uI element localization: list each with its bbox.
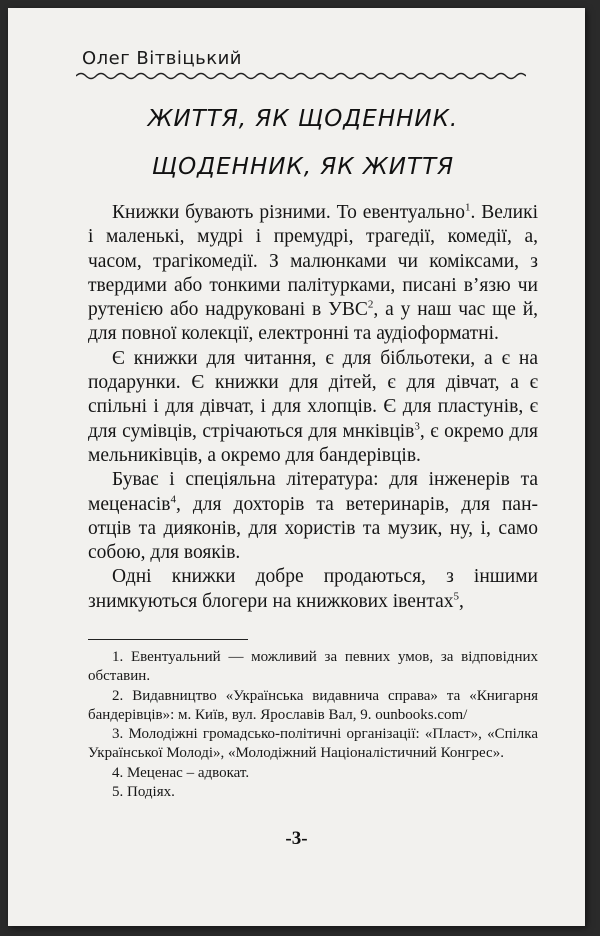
footnote-ref: 4 — [170, 493, 176, 506]
page-number: -3- — [285, 828, 308, 849]
footnote-3: 3. Молодіжні громадсько-політичні організації: «Пласт», «Спілка Української Молоді», «Молодіжний Націоналістичний Конгрес». — [88, 726, 538, 762]
footnote-2: 2. Видавництво «Українська видавнича справа» та «Книгарня бандерівців»: м. Київ, вул. Ярославів Вал, 9. ounbooks.com/ — [88, 687, 538, 723]
paragraph-3: Буває і спеціяльна література: для інженерів та меценасів$^4$, для дохторів та ветеринарів, для пан-отців та дияконів, для хористів та музик, ну, і, само собою, для вояків. — [88, 469, 538, 564]
body-text — [88, 201, 538, 614]
running-head: Олег Вітвіцький — [82, 48, 242, 69]
footnote-4: 4. Меценас – адвокат. — [112, 764, 250, 781]
footnote-ref: 1 — [464, 201, 471, 214]
footnote-5: 5. Подіях. — [112, 784, 175, 801]
footnote-ref: 3 — [414, 420, 420, 433]
footnote-ref: 2 — [367, 298, 374, 311]
paragraph-4: Одні книжки добре продаються, з іншими знимкуються блогери на книжкових івентах$^5$, — [88, 566, 538, 612]
footnote-1: 1. Евентуальний — можливий за певних умов, за відповідних обставин. — [88, 649, 538, 685]
wavy-rule — [76, 70, 526, 82]
footnote-ref: 5 — [453, 590, 460, 603]
paragraph-2: Є книжки для читання, є для бібльотеки, а є на подарунки. Є книжки для дітей, є для дівчат, а є спільні і для дівчат, і для хлопців. Є для пластунів, є для сумівців, стрічаються для мнківців$^3$, є окремо для мельниківців, а окремо для бандерівців. — [88, 347, 538, 466]
paragraph-1: Книжки бувають різними. То евентуально$^1$. Великі і маленькі, мудрі і премудрі, трагедії, комедії, а, часом, трагікомедії. З малюнками чи коміксами, з твердими або тонкими палітурками, писані в’язю чи рутенією або надруковані в УВС$^2$, а у наш час ще й, для повної колекції, електронні та аудіоформатні. — [88, 201, 539, 345]
footnotes — [88, 648, 538, 802]
chapter-title-line-1: ЖИТТЯ, ЯК ЩОДЕННИК. — [147, 106, 459, 132]
footnote-divider — [88, 639, 248, 640]
book-page — [8, 8, 585, 926]
chapter-title-line-2: ЩОДЕННИК, ЯК ЖИТТЯ — [151, 154, 455, 180]
